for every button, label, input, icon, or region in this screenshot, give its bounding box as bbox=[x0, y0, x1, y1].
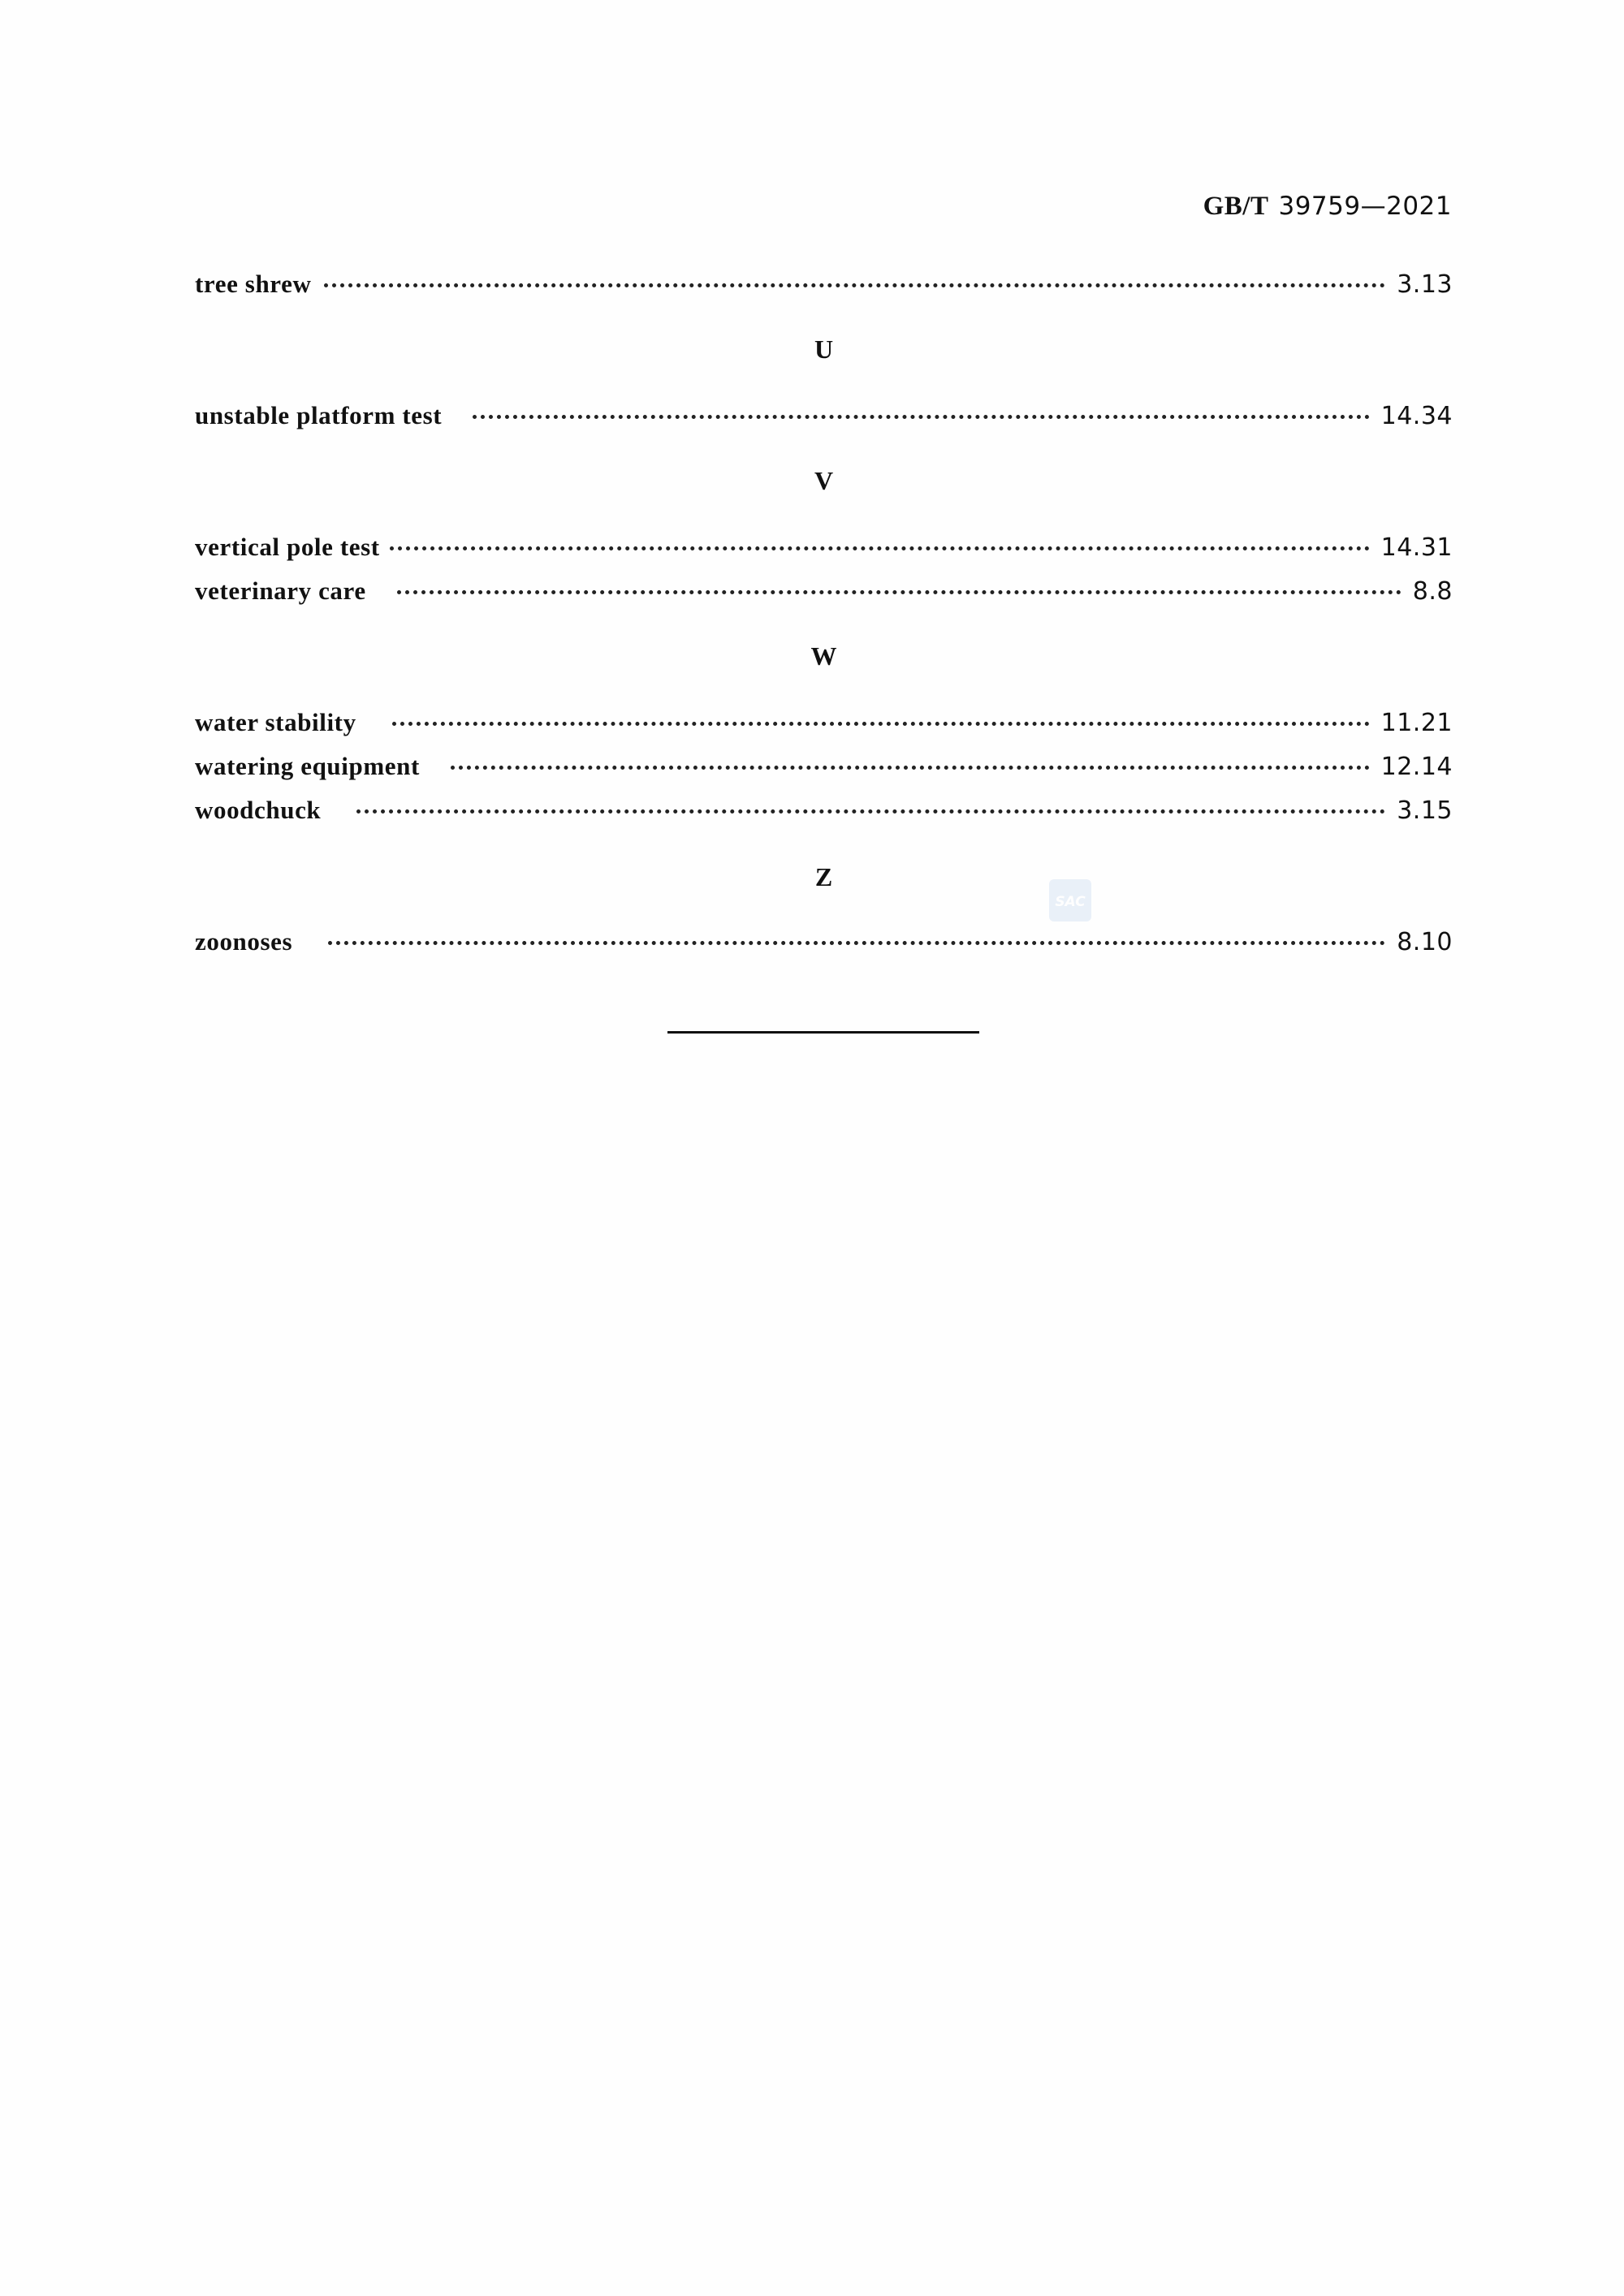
dot-leader bbox=[356, 809, 1385, 814]
index-entry bbox=[195, 270, 1453, 305]
dot-leader bbox=[397, 590, 1402, 594]
index-entry bbox=[195, 401, 1453, 437]
index-entry bbox=[195, 576, 1453, 612]
section-letter: Z bbox=[814, 862, 833, 891]
index-entry bbox=[195, 796, 1453, 831]
index-entry bbox=[195, 927, 1453, 963]
end-rule bbox=[667, 1031, 979, 1034]
standard-prefix: GB/T bbox=[1203, 192, 1269, 221]
section-letter: W bbox=[810, 641, 837, 671]
sac-logo-icon bbox=[1051, 884, 1090, 917]
index-page-ref: 11.21 bbox=[1380, 709, 1453, 737]
index-term: unstable platform test bbox=[195, 401, 443, 429]
index-entry bbox=[195, 708, 1453, 744]
index-entry bbox=[195, 533, 1453, 568]
dot-leader bbox=[324, 283, 1385, 287]
index-term: woodchuck bbox=[195, 796, 322, 824]
dot-leader bbox=[328, 941, 1385, 945]
index-term: vertical pole test bbox=[195, 533, 380, 561]
dot-leader bbox=[473, 415, 1369, 419]
standard-code-header bbox=[1203, 192, 1452, 222]
dot-leader bbox=[390, 546, 1370, 550]
index-page-ref: 3.13 bbox=[1397, 270, 1453, 299]
index-term: tree shrew bbox=[195, 270, 312, 298]
standard-number: 39759—2021 bbox=[1278, 192, 1452, 221]
index-term: zoonoses bbox=[195, 927, 293, 956]
index-page-ref: 14.34 bbox=[1380, 402, 1453, 430]
sac-watermark-logo bbox=[1049, 879, 1091, 921]
index-page-ref: 8.8 bbox=[1412, 577, 1453, 606]
sac-logo-text: SAC bbox=[1055, 894, 1086, 910]
dot-leader bbox=[392, 722, 1370, 726]
index-entry bbox=[195, 752, 1453, 788]
section-letter: V bbox=[814, 466, 834, 495]
index-page-ref: 3.15 bbox=[1397, 796, 1453, 825]
dot-leader bbox=[451, 766, 1370, 770]
index-page-ref: 12.14 bbox=[1380, 753, 1453, 781]
index-term: watering equipment bbox=[195, 752, 420, 780]
section-letter: U bbox=[814, 334, 834, 364]
index-term: water stability bbox=[195, 708, 356, 736]
index-page-ref: 14.31 bbox=[1380, 533, 1453, 562]
index-term: veterinary care bbox=[195, 576, 366, 605]
index-page-ref: 8.10 bbox=[1397, 928, 1453, 956]
